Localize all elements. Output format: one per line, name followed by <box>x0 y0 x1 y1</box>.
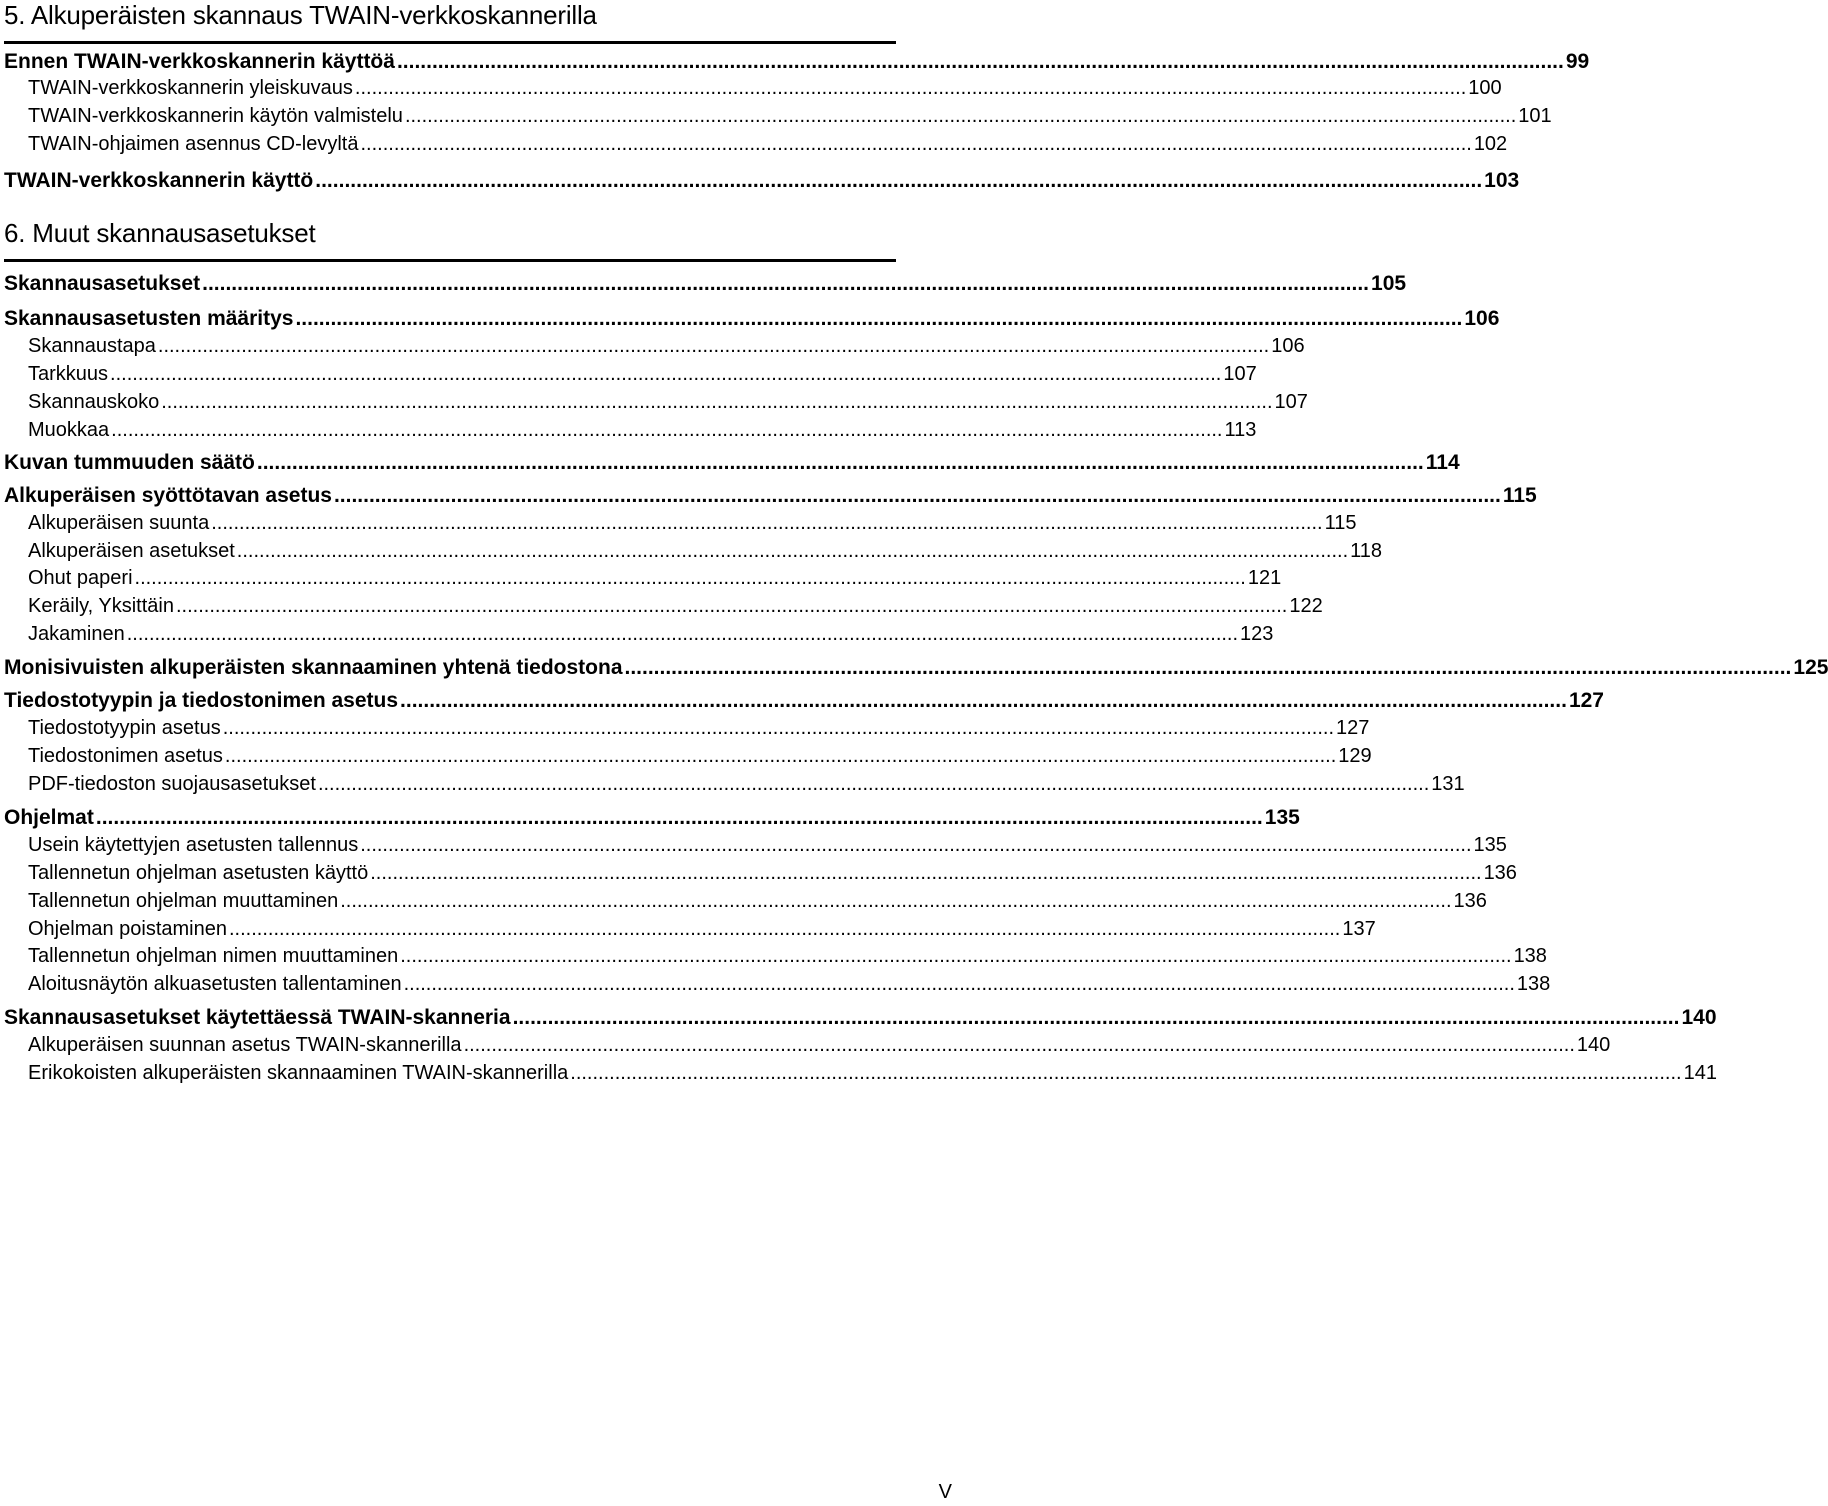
toc-entry-page: 131 <box>1431 773 1465 795</box>
dot-leader: ........................................................................................................................................................................................................ <box>624 656 1792 679</box>
dot-leader: ........................................................................................................................................................................................................ <box>317 773 1430 795</box>
toc-entry[interactable] <box>28 419 1257 445</box>
dot-leader: ........................................................................................................................................................................................................ <box>236 540 1349 562</box>
toc-entry[interactable] <box>28 105 1552 131</box>
dot-leader: ........................................................................................................................................................................................................ <box>333 484 1501 507</box>
dot-leader: ........................................................................................................................................................................................................ <box>211 512 1323 534</box>
dot-leader: ........................................................................................................................................................................................................ <box>315 169 1483 192</box>
toc-entry[interactable] <box>28 862 1517 888</box>
page-number: V <box>938 1481 952 1503</box>
toc-entry-title: Monisivuisten alkuperäisten skannaaminen yhtenä tiedostona <box>4 656 623 679</box>
dot-leader: ........................................................................................................................................................................................................ <box>400 689 1567 712</box>
dot-leader: ........................................................................................................................................................................................................ <box>95 806 1263 829</box>
toc-entry-page: 115 <box>1324 512 1357 534</box>
toc-entry-title: Tiedostotyypin ja tiedostonimen asetus <box>4 689 399 712</box>
toc-entry[interactable] <box>28 512 1357 538</box>
toc-entry-title: Jakaminen <box>28 623 125 645</box>
toc-entry[interactable] <box>28 391 1308 417</box>
toc-entry-page: 127 <box>1336 717 1370 739</box>
toc-entry-title: TWAIN-ohjaimen asennus CD-levyltä <box>28 133 359 155</box>
toc-entry[interactable] <box>28 133 1508 159</box>
dot-leader: ........................................................................................................................................................................................................ <box>161 391 1273 413</box>
toc-entry[interactable] <box>28 595 1323 621</box>
toc-entry[interactable] <box>28 623 1274 649</box>
toc-entry[interactable] <box>28 77 1502 103</box>
toc-entry-page: 118 <box>1350 540 1383 562</box>
dot-leader: ........................................................................................................................................................................................................ <box>512 1006 1680 1029</box>
toc-entry[interactable] <box>28 890 1487 916</box>
toc-entry-page: 127 <box>1568 689 1604 712</box>
toc-entry[interactable] <box>28 1034 1611 1060</box>
toc-entry[interactable] <box>4 307 1500 333</box>
dot-leader: ........................................................................................................................................................................................................ <box>396 50 1564 73</box>
toc-entry-title: Tallennetun ohjelman nimen muuttaminen <box>28 945 399 967</box>
toc-entry-page: 106 <box>1271 335 1305 357</box>
dot-leader: ........................................................................................................................................................................................................ <box>111 419 1223 441</box>
toc-entry[interactable] <box>28 335 1305 361</box>
chapter-rule <box>4 41 896 44</box>
toc-entry-page: 136 <box>1483 862 1517 884</box>
dot-leader: ........................................................................................................................................................................................................ <box>224 745 1337 767</box>
dot-leader: ........................................................................................................................................................................................................ <box>404 105 1517 127</box>
toc-entry-page: 135 <box>1473 834 1507 856</box>
toc-entry-page: 107 <box>1274 391 1308 413</box>
toc-entry-title: Muokkaa <box>28 419 110 441</box>
dot-leader: ........................................................................................................................................................................................................ <box>400 945 1512 967</box>
toc-entry-page: 101 <box>1518 105 1552 127</box>
toc-entry-title: Tallennetun ohjelman asetusten käyttö <box>28 862 369 884</box>
toc-entry-title: Usein käytettyjen asetusten tallennus <box>28 834 359 856</box>
toc-entry-page: 113 <box>1224 419 1257 441</box>
dot-leader: ........................................................................................................................................................................................................ <box>570 1062 1682 1084</box>
toc-entry-page: 106 <box>1464 307 1500 330</box>
toc-entry-title: Ennen TWAIN-verkkoskannerin käyttöä <box>4 50 395 73</box>
toc-entry[interactable] <box>4 272 1407 298</box>
dot-leader: ........................................................................................................................................................................................................ <box>222 717 1335 739</box>
toc-entry-title: TWAIN-verkkoskannerin käyttö <box>4 169 314 192</box>
toc-entry-title: Alkuperäisen suunta <box>28 512 210 534</box>
dot-leader: ........................................................................................................................................................................................................ <box>360 834 1472 856</box>
toc-entry-page: 105 <box>1371 272 1407 295</box>
toc-entry-page: 138 <box>1516 973 1551 995</box>
toc-entry-title: Ohjelman poistaminen <box>28 918 227 940</box>
toc-entry-title: Alkuperäisen asetukset <box>28 540 235 562</box>
toc-entry-page: 100 <box>1468 77 1502 99</box>
dot-leader: ........................................................................................................................................................................................................ <box>110 363 1222 385</box>
toc-entry[interactable] <box>28 834 1507 860</box>
chapter-rule <box>4 259 896 262</box>
toc-entry-title: Tarkkuus <box>28 363 109 385</box>
toc-entry-title: Skannaustapa <box>28 335 156 357</box>
toc-entry[interactable] <box>4 656 1828 682</box>
toc-entry-title: Ohjelmat <box>4 806 94 829</box>
toc-entry[interactable] <box>4 689 1604 715</box>
toc-entry-title: Skannausasetukset käytettäessä TWAIN-skanneria <box>4 1006 511 1029</box>
dot-leader: ........................................................................................................................................................................................................ <box>340 890 1452 912</box>
toc-entry[interactable] <box>28 540 1383 566</box>
toc-entry-page: 135 <box>1264 806 1300 829</box>
toc-entry[interactable] <box>28 717 1370 743</box>
toc-entry[interactable] <box>28 567 1282 593</box>
toc-entry-page: 129 <box>1338 745 1372 767</box>
dot-leader: ........................................................................................................................................................................................................ <box>229 918 1341 940</box>
toc-entry[interactable] <box>28 973 1551 999</box>
dot-leader: ........................................................................................................................................................................................................ <box>202 272 1370 295</box>
toc-entry-page: 99 <box>1565 50 1590 73</box>
toc-entry-page: 138 <box>1513 945 1547 967</box>
dot-leader: ........................................................................................................................................................................................................ <box>256 451 1424 474</box>
toc-entry-title: TWAIN-verkkoskannerin käytön valmistelu <box>28 105 403 127</box>
toc-entry[interactable] <box>28 745 1372 771</box>
toc-entry-title: Erikokoisten alkuperäisten skannaaminen TWAIN-skannerilla <box>28 1062 569 1084</box>
dot-leader: ........................................................................................................................................................................................................ <box>370 862 1482 884</box>
toc-entry[interactable] <box>4 484 1537 510</box>
toc-entry[interactable] <box>4 806 1300 832</box>
toc-entry[interactable] <box>28 1062 1717 1088</box>
chapter-title: 5. Alkuperäisten skannaus TWAIN-verkkoskannerilla <box>4 0 597 30</box>
toc-entry-page: 140 <box>1681 1006 1717 1029</box>
chapter-title: 6. Muut skannausasetukset <box>4 218 316 248</box>
toc-entry-page: 107 <box>1223 363 1257 385</box>
toc-entry[interactable] <box>28 363 1257 389</box>
toc-entry-page: 115 <box>1502 484 1537 507</box>
toc-entry-title: Skannausasetusten määritys <box>4 307 294 330</box>
dot-leader: ........................................................................................................................................................................................................ <box>295 307 1463 330</box>
dot-leader: ........................................................................................................................................................................................................ <box>463 1034 1575 1056</box>
toc-entry-page: 141 <box>1683 1062 1717 1084</box>
toc-entry[interactable] <box>4 169 1520 195</box>
toc-entry-title: Tiedostotyypin asetus <box>28 717 221 739</box>
toc-entry-title: Skannauskoko <box>28 391 160 413</box>
toc-entry[interactable] <box>28 945 1547 971</box>
dot-leader: ........................................................................................................................................................................................................ <box>360 133 1472 155</box>
toc-entry-title: Tiedostonimen asetus <box>28 745 223 767</box>
toc-entry-page: 125 <box>1793 656 1828 679</box>
dot-leader: ........................................................................................................................................................................................................ <box>354 77 1467 99</box>
toc-entry-page: 114 <box>1425 451 1460 474</box>
toc-entry-page: 102 <box>1473 133 1508 155</box>
dot-leader: ........................................................................................................................................................................................................ <box>134 567 1246 589</box>
toc-entry-title: TWAIN-verkkoskannerin yleiskuvaus <box>28 77 353 99</box>
toc-entry-title: Alkuperäisen syöttötavan asetus <box>4 484 332 507</box>
toc-entry-title: Aloitusnäytön alkuasetusten tallentaminen <box>28 973 402 995</box>
toc-entry[interactable] <box>4 451 1460 477</box>
toc-entry-page: 140 <box>1576 1034 1611 1056</box>
dot-leader: ........................................................................................................................................................................................................ <box>403 973 1515 995</box>
dot-leader: ........................................................................................................................................................................................................ <box>126 623 1239 645</box>
toc-entry-title: Alkuperäisen suunnan asetus TWAIN-skannerilla <box>28 1034 462 1056</box>
toc-entry-page: 122 <box>1289 595 1323 617</box>
toc-entry-page: 121 <box>1247 567 1282 589</box>
toc-entry[interactable] <box>28 773 1465 799</box>
dot-leader: ........................................................................................................................................................................................................ <box>157 335 1270 357</box>
toc-entry-page: 123 <box>1240 623 1274 645</box>
toc-entry-title: Tallennetun ohjelman muuttaminen <box>28 890 339 912</box>
toc-entry-title: Kuvan tummuuden säätö <box>4 451 255 474</box>
toc-entry-title: PDF-tiedoston suojausasetukset <box>28 773 316 795</box>
toc-entry[interactable] <box>4 50 1590 76</box>
toc-entry-title: Skannausasetukset <box>4 272 201 295</box>
toc-entry[interactable] <box>28 918 1376 944</box>
toc-entry-title: Ohut paperi <box>28 567 133 589</box>
toc-entry-page: 136 <box>1453 890 1487 912</box>
dot-leader: ........................................................................................................................................................................................................ <box>176 595 1288 617</box>
toc-entry[interactable] <box>4 1006 1717 1032</box>
toc-entry-page: 103 <box>1484 169 1520 192</box>
toc-entry-title: Keräily, Yksittäin <box>28 595 174 617</box>
toc-entry-page: 137 <box>1342 918 1376 940</box>
